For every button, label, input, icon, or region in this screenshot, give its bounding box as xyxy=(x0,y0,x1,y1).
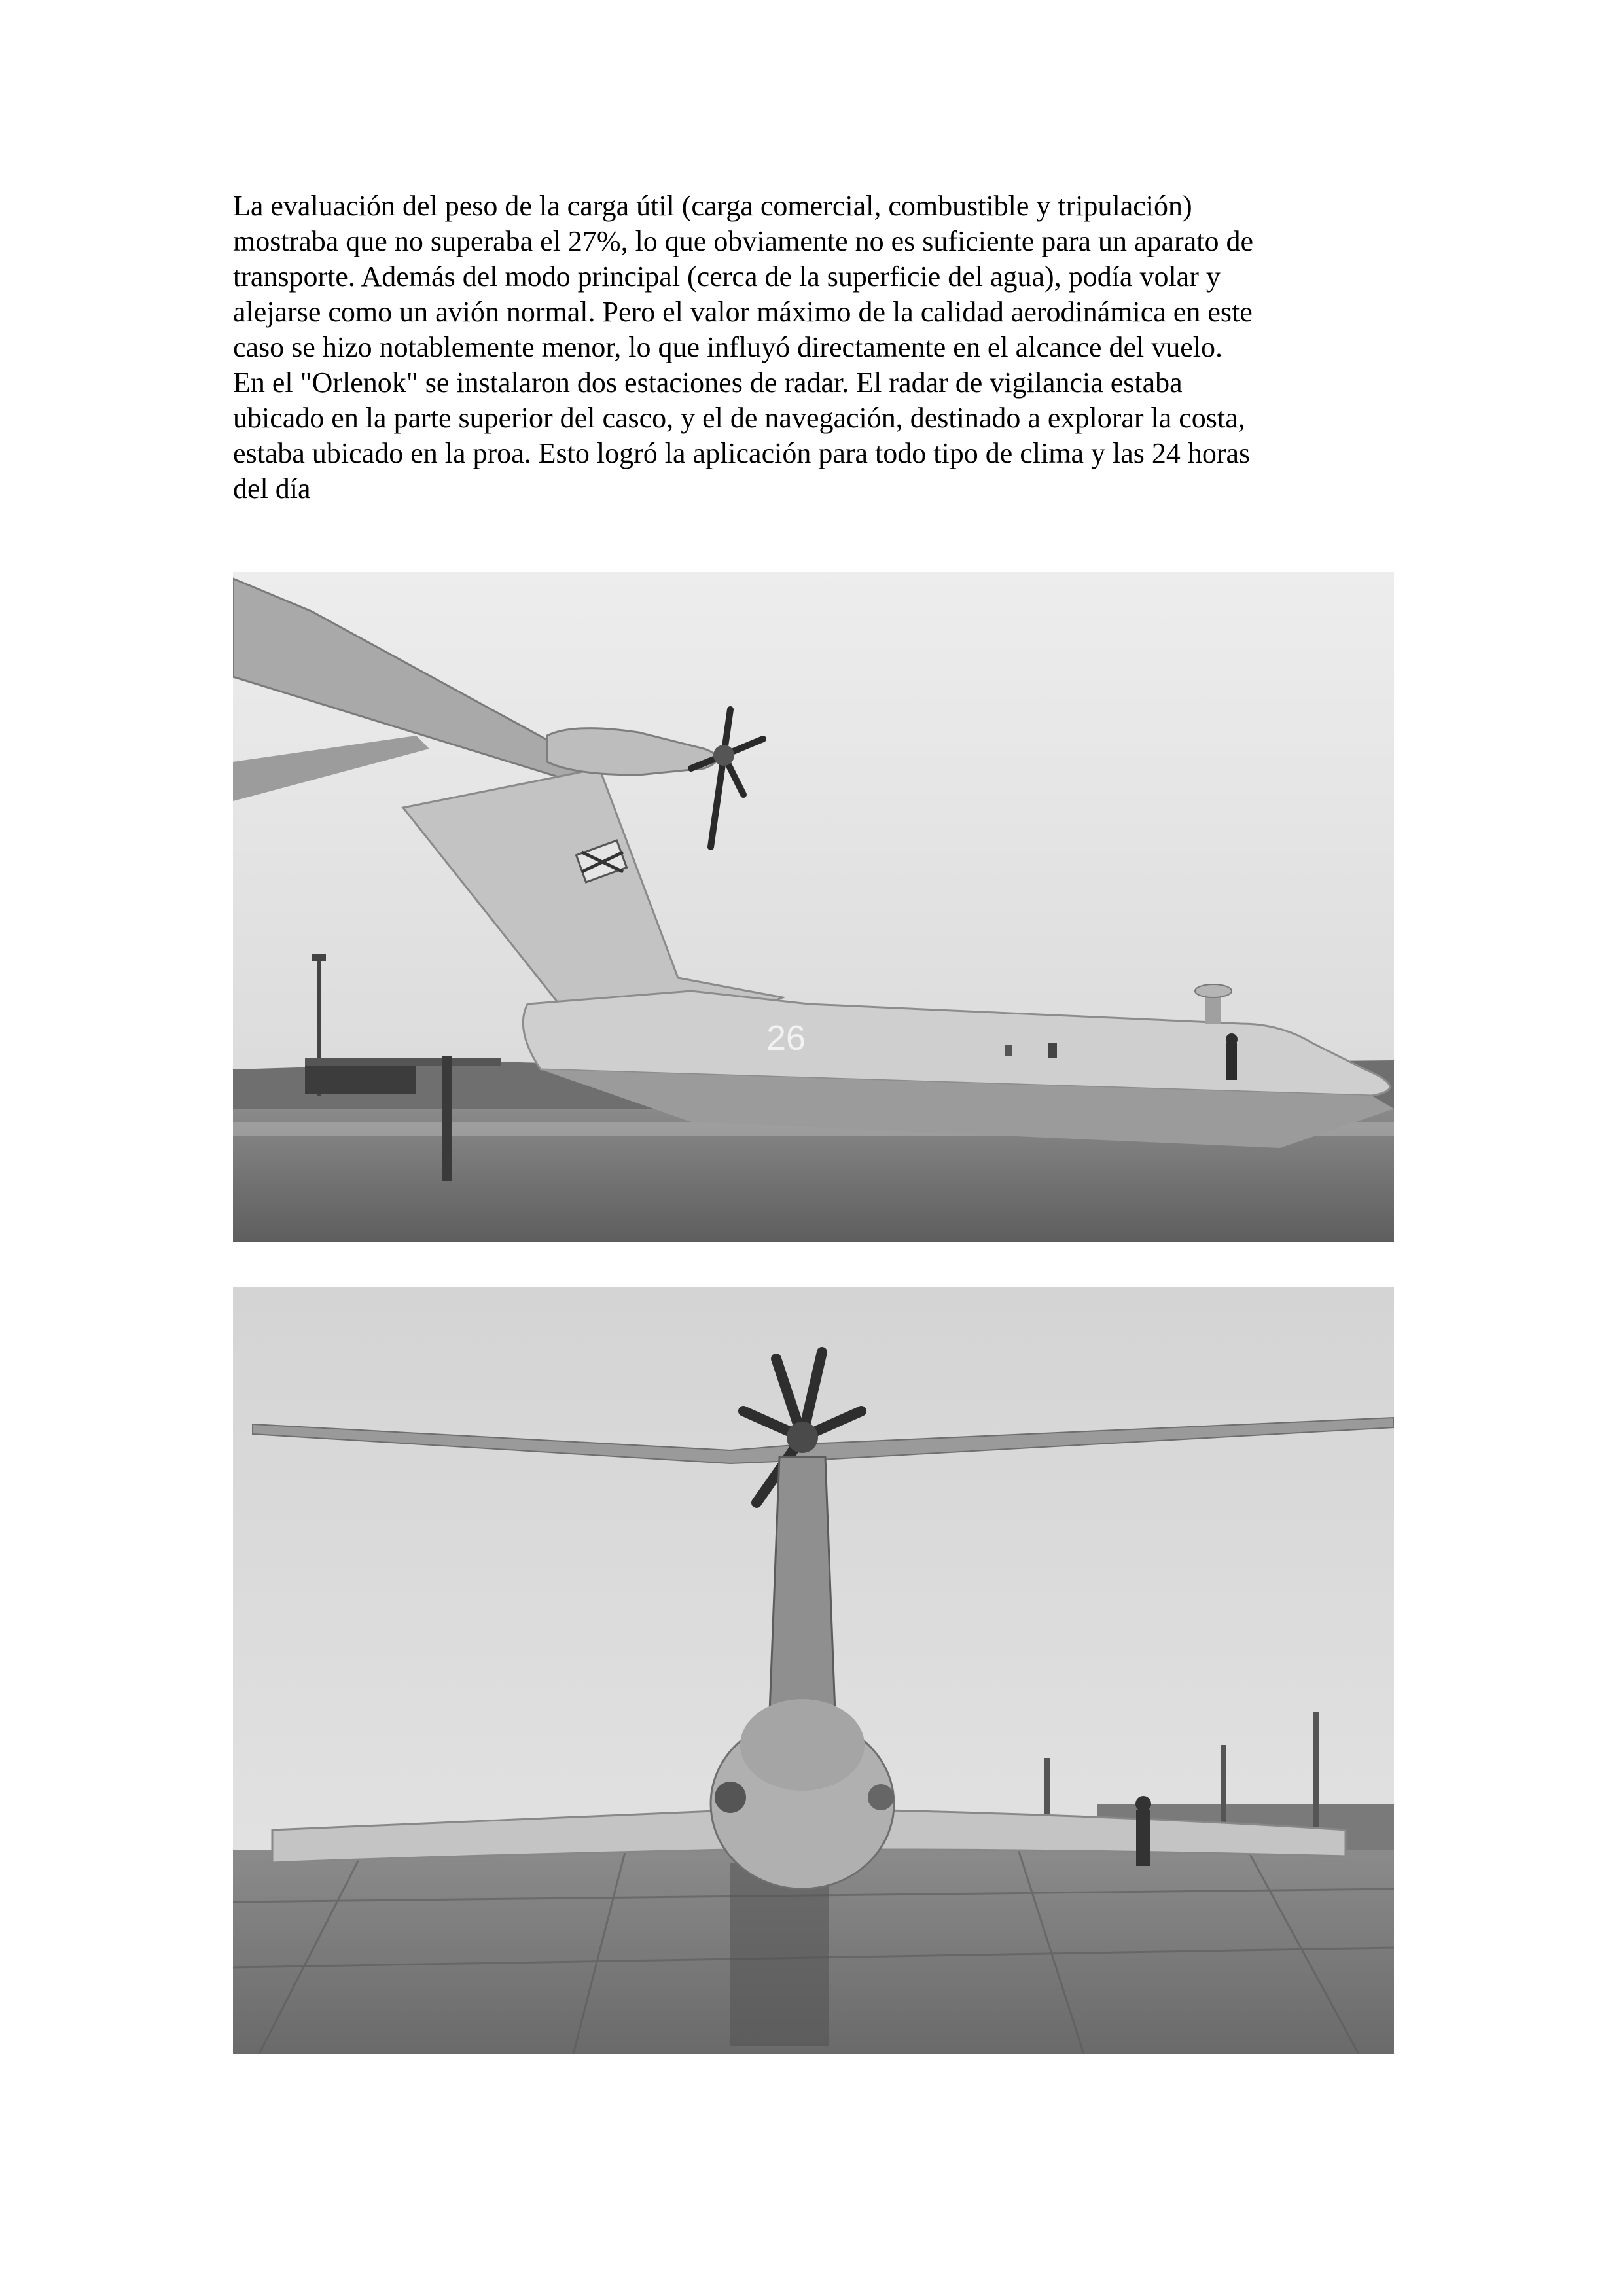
paragraph-line: mostraba que no superaba el 27%, lo que obviamente no es suficiente para un aparato de xyxy=(233,225,1253,257)
paragraph-line: ubicado en la parte superior del casco, y el de navegación, destinado a explorar la costa, xyxy=(233,402,1245,434)
aircraft-rear-illustration xyxy=(233,1287,1394,2054)
aircraft-rear-photo xyxy=(233,1287,1394,2054)
paragraph-line: caso se hizo notablemente menor, lo que influyó directamente en el alcance del vuelo. xyxy=(233,331,1222,363)
body-paragraph xyxy=(233,188,1404,507)
paragraph-line: estaba ubicado en la proa. Esto logró la aplicación para todo tipo de clima y las 24 horas xyxy=(233,437,1251,469)
paragraph-line: La evaluación del peso de la carga útil (carga comercial, combustible y tripulación) xyxy=(233,190,1192,222)
paragraph-line: transporte. Además del modo principal (cerca de la superficie del agua), podía volar y xyxy=(233,260,1221,293)
paragraph-line: del día xyxy=(233,473,311,505)
paragraph-line: En el "Orlenok" se instalaron dos estaciones de radar. El radar de vigilancia estaba xyxy=(233,367,1183,399)
fuselage-number: 26 xyxy=(766,1018,806,1058)
aircraft-side-photo xyxy=(233,572,1394,1242)
paragraph-line: alejarse como un avión normal. Pero el valor máximo de la calidad aerodinámica en este xyxy=(233,296,1253,328)
aircraft-side-illustration xyxy=(233,572,1394,1242)
